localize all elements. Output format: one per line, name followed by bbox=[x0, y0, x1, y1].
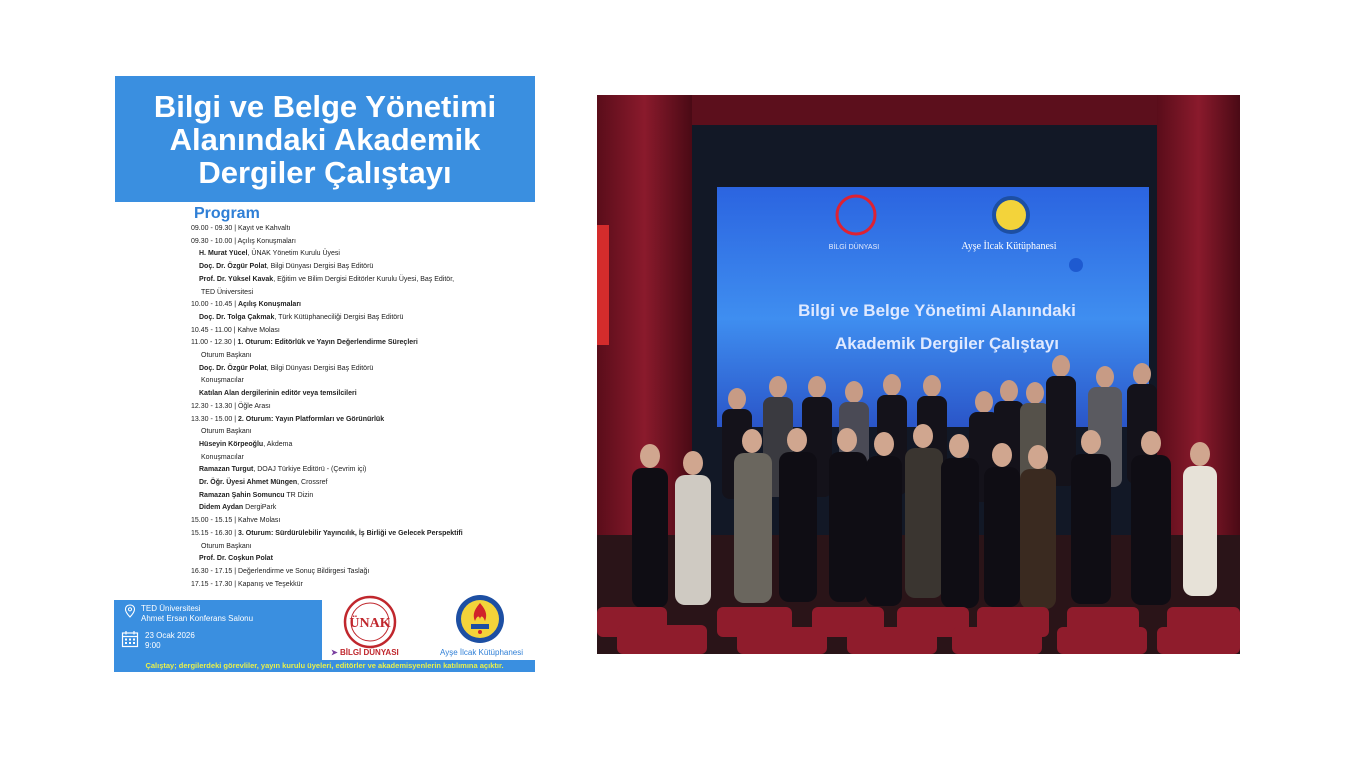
screen-title-line-1: Bilgi ve Belge Yönetimi Alanındaki bbox=[798, 301, 1076, 320]
schedule-time: 10.45 - 11.00 | bbox=[191, 326, 238, 334]
event-date: 23 Ocak 2026 bbox=[145, 631, 195, 640]
schedule-row bbox=[191, 287, 531, 300]
schedule-row bbox=[191, 566, 531, 579]
schedule-row bbox=[191, 464, 531, 477]
schedule-time: 15.00 - 15.15 | bbox=[191, 517, 238, 525]
poster-title-line-1: Bilgi ve Belge Yönetimi bbox=[153, 88, 497, 124]
group-photo-scene bbox=[597, 95, 1240, 654]
schedule-row bbox=[191, 414, 531, 427]
schedule-time: 11.00 - 12.30 | bbox=[191, 339, 238, 347]
schedule-name: Prof. Dr. Coşkun Polat bbox=[199, 555, 273, 563]
schedule-row bbox=[191, 541, 531, 554]
schedule-text: DergiPark bbox=[243, 504, 277, 512]
schedule-name: Didem Aydan bbox=[199, 504, 244, 512]
bilgi-dunyasi-text: BİLGİ DÜNYASI bbox=[339, 648, 399, 657]
schedule-text: Konuşmacılar bbox=[201, 453, 244, 461]
schedule-time: 10.00 - 10.45 | bbox=[191, 301, 238, 309]
schedule-row bbox=[191, 579, 531, 592]
schedule-text: , Türk Kütüphaneciliği Dergisi Baş Editörü bbox=[274, 313, 404, 321]
schedule-row bbox=[191, 515, 531, 528]
schedule-row bbox=[191, 325, 531, 338]
schedule-bold: 1. Oturum: Editörlük ve Yayın Değerlendirme Süreçleri bbox=[237, 339, 418, 347]
schedule-row bbox=[191, 337, 531, 350]
unak-logo-icon bbox=[343, 595, 397, 649]
schedule-time: 16.30 - 17.15 | bbox=[191, 567, 238, 575]
schedule-bold: 2. Oturum: Yayın Platformları ve Görünürlük bbox=[237, 415, 385, 423]
schedule-row bbox=[191, 236, 531, 249]
schedule-row bbox=[191, 439, 531, 452]
schedule-text: Oturum Başkanı bbox=[201, 542, 252, 550]
schedule-row bbox=[191, 248, 531, 261]
schedule-text: Oturum Başkanı bbox=[201, 352, 252, 360]
schedule-row bbox=[191, 375, 531, 388]
bilgi-dunyasi-label bbox=[331, 648, 399, 657]
ayse-ilcak-logo-icon bbox=[455, 594, 505, 644]
calendar-icon bbox=[121, 630, 139, 648]
schedule-bold: Katılan Alan dergilerinin editör veya temsilcileri bbox=[199, 390, 357, 398]
venue-box bbox=[114, 600, 322, 660]
schedule-text: Oturum Başkanı bbox=[201, 428, 252, 436]
screen-logo-right-label: Ayşe İlcak Kütüphanesi bbox=[961, 241, 1057, 252]
poster-title-line-3: Dergiler Çalıştayı bbox=[198, 154, 452, 190]
schedule-text: Değerlendirme ve Sonuç Bildirgesi Taslağı bbox=[237, 567, 370, 575]
schedule-row bbox=[191, 528, 531, 541]
schedule-name: Ramazan Turgut bbox=[199, 466, 254, 474]
schedule-name: H. Murat Yücel bbox=[199, 250, 248, 258]
schedule-text: Kapanış ve Teşekkür bbox=[237, 580, 303, 588]
bilgi-dunyasi-mark-icon: ➤ bbox=[331, 648, 338, 657]
event-poster bbox=[87, 76, 537, 672]
schedule-time: 09.30 - 10.00 | bbox=[191, 237, 238, 245]
schedule-time: 17.15 - 17.30 | bbox=[191, 580, 238, 588]
schedule-row bbox=[191, 350, 531, 363]
schedule-text: Konuşmacılar bbox=[201, 377, 244, 385]
schedule-name: Doç. Dr. Özgür Polat bbox=[199, 263, 267, 271]
schedule-text: , Eğitim ve Bilim Dergisi Editörler Kurulu Üyesi, Baş Editör, bbox=[273, 275, 455, 283]
schedule-text: , Crossref bbox=[297, 479, 328, 487]
schedule-name: Hüseyin Körpeoğlu bbox=[199, 440, 264, 448]
schedule-text: , DOAJ Türkiye Editörü - (Çevrim içi) bbox=[253, 466, 367, 474]
schedule-name: Doç. Dr. Tolga Çakmak bbox=[199, 313, 275, 321]
schedule-text: , Akdema bbox=[263, 440, 293, 448]
schedule-row bbox=[191, 363, 531, 376]
schedule-text: , Bilgi Dünyası Dergisi Baş Editörü bbox=[266, 263, 374, 271]
poster-title bbox=[115, 76, 535, 202]
event-time: 9:00 bbox=[145, 641, 161, 650]
program-heading: Program bbox=[194, 205, 260, 222]
schedule-text: Kayıt ve Kahvaltı bbox=[237, 225, 291, 232]
schedule-text: Açılış Konuşmaları bbox=[237, 237, 296, 245]
schedule-time: 13.30 - 15.00 | bbox=[191, 415, 238, 423]
schedule-row bbox=[191, 299, 531, 312]
schedule-row bbox=[191, 388, 531, 401]
schedule-name: Prof. Dr. Yüksel Kavak bbox=[199, 275, 274, 283]
schedule-text: , Bilgi Dünyası Dergisi Baş Editörü bbox=[266, 364, 374, 372]
schedule-row bbox=[191, 553, 531, 566]
schedule-time: 09.00 - 09.30 | bbox=[191, 225, 238, 232]
screen-dot-icon bbox=[1069, 258, 1083, 272]
unak-logo-text: ÜNAK bbox=[349, 616, 391, 631]
schedule-row bbox=[191, 426, 531, 439]
venue-line-2: Ahmet Ersan Konferans Salonu bbox=[141, 614, 254, 623]
screen-logo-left-label: BİLGİ DÜNYASI bbox=[828, 244, 880, 251]
schedule-bold: Açılış Konuşmaları bbox=[237, 301, 301, 309]
location-pin-icon bbox=[124, 604, 136, 618]
schedule-row bbox=[191, 223, 531, 236]
schedule-name: Dr. Öğr. Üyesi Ahmet Müngen bbox=[199, 479, 298, 487]
schedule-time: 15.15 - 16.30 | bbox=[191, 529, 238, 537]
schedule-row bbox=[191, 502, 531, 515]
schedule-row bbox=[191, 312, 531, 325]
poster-title-line-2: Alanındaki Akademik bbox=[169, 121, 481, 157]
schedule-text: Kahve Molası bbox=[237, 517, 281, 525]
schedule-row bbox=[191, 490, 531, 503]
schedule-text: , ÜNAK Yönetim Kurulu Üyesi bbox=[247, 250, 340, 258]
venue-text bbox=[141, 604, 253, 624]
schedule-row bbox=[191, 261, 531, 274]
schedule-time: 12.30 - 13.30 | bbox=[191, 402, 238, 410]
schedule-row bbox=[191, 274, 531, 287]
schedule-row bbox=[191, 477, 531, 490]
schedule-text: Öğle Arası bbox=[237, 402, 271, 410]
participation-note: Çalıştay; dergilerdeki görevliler, yayın kurulu üyeleri, editörler ve akademisyenlerin katılımına açıktır. bbox=[114, 660, 535, 672]
top-valance bbox=[597, 95, 1240, 127]
group-photo bbox=[597, 95, 1240, 654]
ayse-ilcak-label: Ayşe İlcak Kütüphanesi bbox=[440, 648, 524, 657]
schedule-name: Doç. Dr. Özgür Polat bbox=[199, 364, 267, 372]
date-text bbox=[145, 631, 195, 651]
schedule-text: TR Dizin bbox=[284, 491, 314, 499]
venue-line-1: TED Üniversitesi bbox=[141, 604, 201, 613]
screen-title-line-2: Akademik Dergiler Çalıştayı bbox=[835, 334, 1059, 353]
program-schedule bbox=[191, 223, 531, 591]
schedule-row bbox=[191, 401, 531, 414]
schedule-text: TED Üniversitesi bbox=[201, 288, 254, 296]
schedule-bold: 3. Oturum: Sürdürülebilir Yayıncılık, İş Birliği ve Gelecek Perspektifi bbox=[237, 529, 463, 537]
schedule-row bbox=[191, 452, 531, 465]
flag-icon bbox=[597, 225, 609, 345]
schedule-name: Ramazan Şahin Somuncu bbox=[199, 491, 285, 499]
schedule-text: Kahve Molası bbox=[237, 326, 280, 334]
screen-ayse-logo-icon bbox=[994, 198, 1028, 232]
